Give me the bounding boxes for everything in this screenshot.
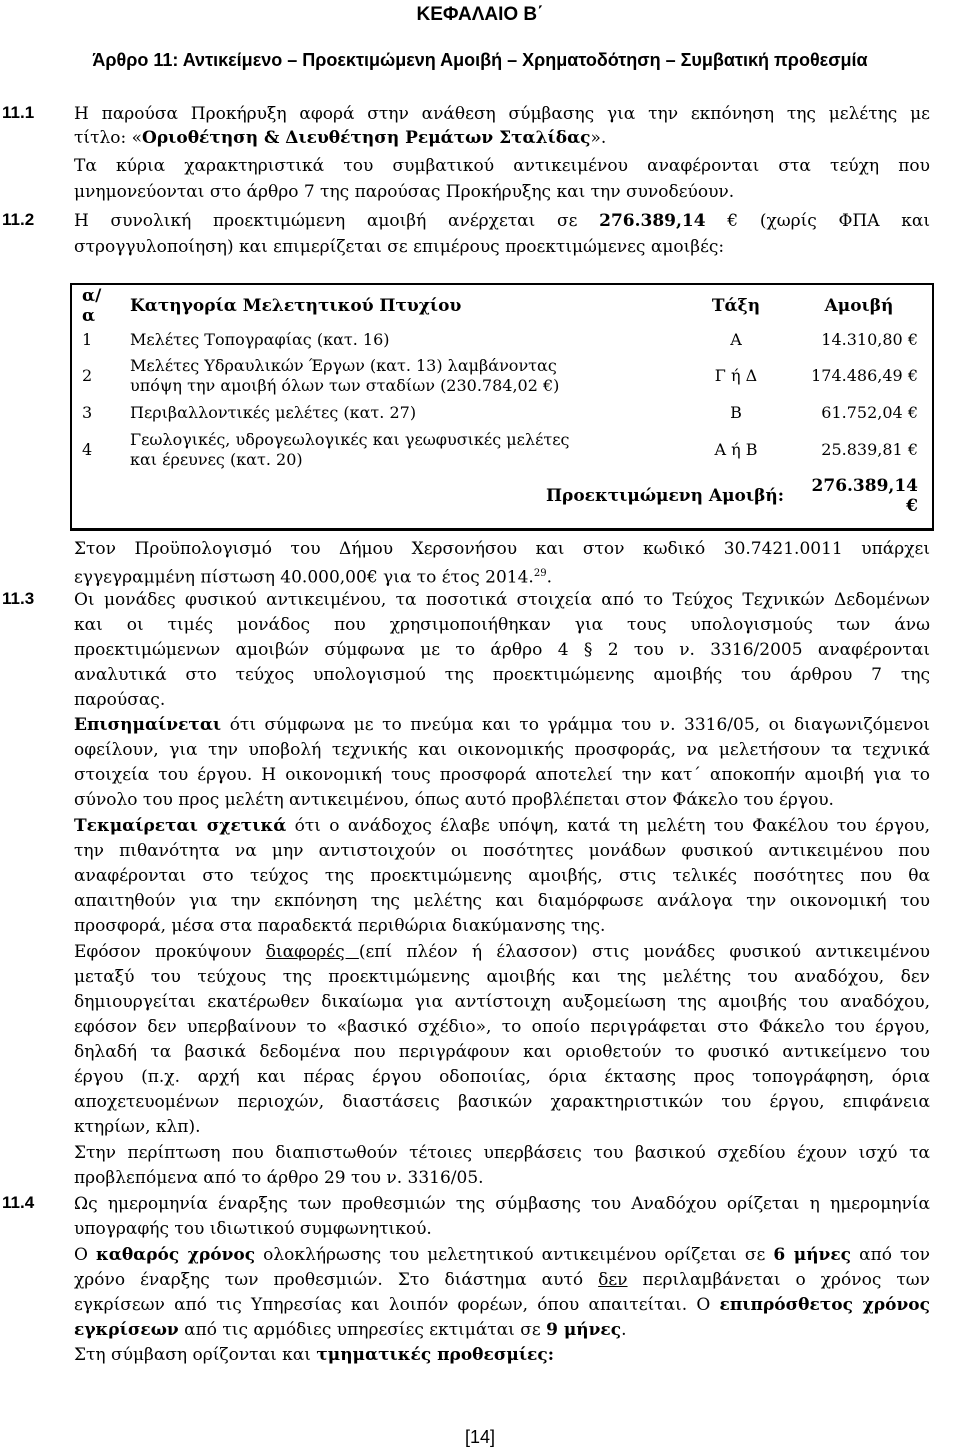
s11-1-line-2: τίτλο: «Οριοθέτηση & Διευθέτηση Ρεμάτων Σταλίδας». [74,128,607,148]
s11-4-line-6: εγκρίσεων από τις αρμόδιες υπηρεσίες εκτιμάται σε 9 μήνες. [74,1320,627,1340]
s11-3-line: δηλαδή τα βασικά δεδομένα που περιγράφουν και οριοθετούν το φυσικό αντικείμενο του [74,1042,930,1062]
s11-3-line: οφείλουν, για την υποβολή τεχνικής και οικονομικής προσφοράς, να μελετήσουν τα τεχνικά [74,740,930,760]
fee-table [74,284,926,518]
s11-3-line: έργου (π.χ. αρχή και πέρας έργου οδοποιίας, όρια έκτασης προς τοπογράφηση, όρια [74,1067,930,1087]
header-aa: α/α [82,286,102,326]
table-header-row [74,284,926,328]
s11-2-line-2: στρογγυλοποίηση) και επιμερίζεται σε επιμέρους προεκτιμώμενες αμοιβές: [74,237,725,257]
s11-3-line: προβλεπόμενα από το άρθρο 29 του ν. 3316/05. [74,1168,484,1188]
header-fee: Αμοιβή [824,296,894,316]
s11-1-line-3: Τα κύρια χαρακτηριστικά του συμβατικού αντικειμένου αναφέρονται στα τεύχη που [74,156,930,176]
table-row: 2 Μελέτες Υδραυλικών Έργων (κατ. 13) λαμβάνοντας υπόψη την αμοιβή όλων των σταδίων (230.784,02 €) Γ ή Δ 174.486,49 € [82,356,918,395]
s11-4-line-5: εγκρίσεων από τις Υπηρεσίας και λοιπόν φορέων, όπου απαιτείται. Ο επιπρόσθετος χρόνος [74,1295,930,1315]
project-title: Οριοθέτηση & Διευθέτηση Ρεμάτων Σταλίδας [142,128,591,148]
s11-3-line: αποχετευομένων περιοχών, διαστάσεις βασικών χαρακτηριστικών του έργου, επιφάνεια [74,1092,930,1112]
s11-3-line: προεκτιμώμενων αμοιβών σύμφωνα με το άρθρο 4 § 2 του ν. 3316/2005 αναφέρονται [74,640,930,660]
s11-3-line: αναφέρονται στο τεύχος της προεκτιμώμενης αμοιβής, στις τελικές ποσότητες που θα [74,866,930,886]
s11-4-line-2: υπογραφής του ιδιωτικού συμφωνητικού. [74,1219,432,1239]
section-number-11-1: 11.1 [2,103,35,122]
s11-1-line-1: Η παρούσα Προκήρυξη αφορά στην ανάθεση σύμβασης για την εκπόνηση της μελέτης με [74,104,930,124]
s11-3-line: στοιχεία του έργου. Η οικονομική τους προσφορά αποτελεί την κατ΄ αποκοπήν αμοιβή για το [74,765,930,785]
s11-3-line: Τεκμαίρεται σχετικά ότι ο ανάδοχος έλαβε υπόψη, κατά τη μελέτη του Φακέλου του έργου, [74,816,930,836]
s11-4-line-7: Στη σύμβαση ορίζονται και τμηματικές προθεσμίες: [74,1345,555,1365]
s11-3-line: Επισημαίνεται ότι σύμφωνα με το πνεύμα και το γράμμα του ν. 3316/05, οι διαγωνιζόμενοι [74,715,930,735]
chapter-heading: ΚΕΦΑΛΑΙΟ Β΄ [416,4,544,25]
s11-3-line: μεταξύ του τεύχους της προεκτιμώμενης αμοιβής και της μελέτης του αναδόχου, δεν [74,967,930,987]
s11-3-line: αναλυτικά στο τεύχος υπολογισμού της προεκτιμώμενης αμοιβής του άρθρου 7 της [74,665,930,685]
s11-3-line: παρούσας. [74,690,166,710]
header-category: Κατηγορία Μελετητικού Πτυχίου [130,296,462,316]
s11-4-line-1: Ως ημερομηνία έναρξης των προθεσμιών της σύμβασης του Αναδόχου ορίζεται η ημερομηνία [74,1194,930,1214]
s11-3-line: Εφόσον προκύψουν διαφορές (επί πλέον ή έλασσον) στις μονάδες φυσικού αντικειμένου [74,942,930,962]
page-number: [14] [464,1427,496,1447]
s11-2-line-1: Η συνολική προεκτιμώμενη αμοιβή ανέρχεται σε 276.389,14 € (χωρίς ΦΠΑ και [74,211,931,231]
s11-3-line: την πιθανότητα να μην αντιστοιχούν οι ποσότητες μονάδων φυσικού αντικειμένου που [74,841,930,861]
section-number-11-2: 11.2 [2,210,35,229]
s11-3-line: σύνολο του προς μελέτη αντικειμένου, όπως αυτό προβλέπεται στον Φάκελο του έργου. [74,790,834,810]
s11-3-line: και οι τιμές μονάδος που χρησιμοποιήθηκαν για τους υπολογισμούς των άνω [74,615,930,635]
header-class: Τάξη [711,296,761,316]
s11-3-line: προσφορά, μέσα στα παραδεκτά περιθώρια διακύμανσης της. [74,916,606,936]
table-row: 4 Γεωλογικές, υδρογεωλογικές και γεωφυσικές μελέτες και έρευνες (κατ. 20) Α ή Β 25.839,81 € [82,430,918,469]
table-row: 3 Περιβαλλοντικές μελέτες (κατ. 27) Β 61.752,04 € [82,403,918,422]
s11-1-line-4: μνημονεύονται στο άρθρο 7 της παρούσας Προκήρυξης και την συνοδεύουν. [74,182,735,202]
table-row: 1 Μελέτες Τοπογραφίας (κατ. 16) Α 14.310,80 € [82,330,918,349]
s11-3-line: δημιουργείται εκατέρωθεν δικαίωμα για αντίστοιχη αυξομείωση της αμοιβής του αναδόχου, [74,992,930,1012]
s11-3-line: απαιτηθούν για την εκπόνηση της μελέτης και διαμόρφωσε ανάλογα την οικονομική του [74,891,930,911]
total-value: 276.389,14 € [811,476,918,516]
budget-line-1: Στον Προϋπολογισμό του Δήμου Χερσονήσου και στον κωδικό 30.7421.0011 υπάρχει [74,539,930,559]
table-total-row [74,474,926,518]
section-number-11-4: 11.4 [2,1193,35,1212]
s11-4-line-4: χρόνο έναρξης των προθεσμιών. Στο διάστημα αυτό δεν περιλαμβάνεται ο χρόνος των [74,1270,931,1290]
s11-3-line: Οι μονάδες φυσικού αντικειμένου, τα ποσοτικά στοιχεία από το Τεύχος Τεχνικών Δεδομένων [74,590,930,610]
article-title: Άρθρο 11: Αντικείμενο – Προεκτιμώμενη Αμοιβή – Χρηματοδότηση – Συμβατική προθεσμία [92,50,868,70]
budget-line-2: εγγεγραμμένη πίστωση 40.000,00€ για το έτος 2014.29. [74,567,552,588]
s11-3-line: εφόσον δεν υπερβαίνουν το «βασικό σχέδιο», το οποίο περιγράφεται στο Φάκελο του έργου, [74,1017,930,1037]
total-label: Προεκτιμώμενη Αμοιβή: [545,486,784,506]
section-number-11-3: 11.3 [2,589,35,608]
s11-4-line-3: Ο καθαρός χρόνος ολοκλήρωσης του μελετητικού αντικειμένου ορίζεται σε 6 μήνες από τον [74,1245,931,1265]
s11-3-line: κτηρίων, κλπ). [74,1117,201,1137]
s11-3-line: Στην περίπτωση που διαπιστωθούν τέτοιες υπερβάσεις του βασικού σχεδίου έχουν ισχύ τα [74,1143,930,1163]
